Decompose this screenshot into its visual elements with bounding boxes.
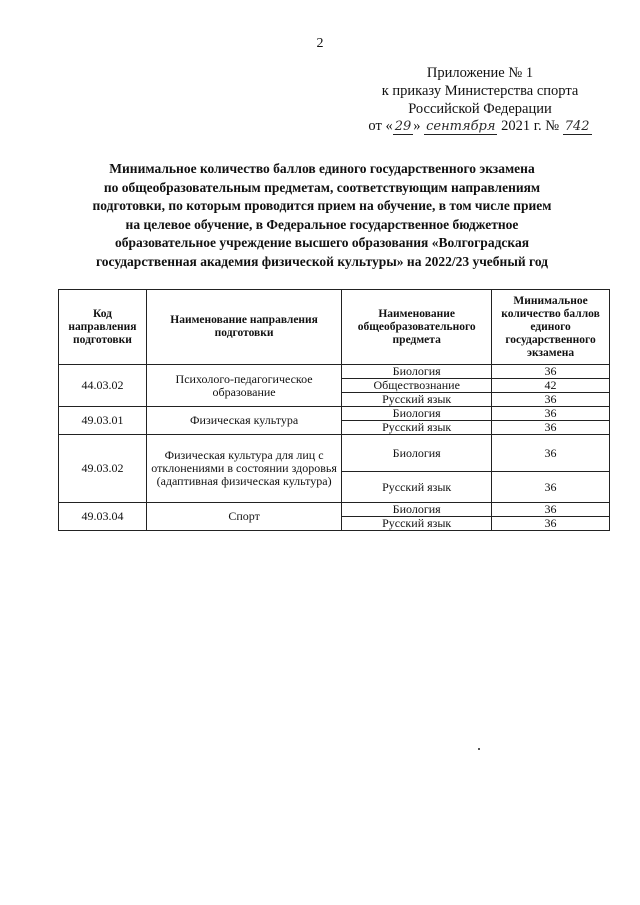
title-line: Минимальное количество баллов единого государственного экзамена [109,161,535,176]
score-cell: 36 [492,517,610,531]
table-row [59,365,610,379]
document-title [70,160,574,272]
direction-cell: Физическая культура для лиц с отклонениями в состоянии здоровья (адаптивная физическая культура) [146,435,341,503]
title-line: на целевое обучение, в Федеральное государственное бюджетное [125,216,519,232]
subject-cell: Русский язык [342,472,492,503]
annex-title: Приложение № 1 [426,65,534,81]
code-cell: 44.03.02 [59,365,147,407]
subject-cell: Биология [342,407,492,421]
table-row [59,435,610,472]
subject-cell: Биология [342,365,492,379]
subject-cell: Русский язык [342,517,492,531]
score-cell: 36 [492,472,610,503]
subject-cell: Биология [342,435,492,472]
code-cell: 49.03.01 [59,407,147,435]
scan-speck [478,748,480,750]
header-min-score: Минимальное количество баллов единого государственного экзамена [492,290,610,365]
header-direction: Наименование направления подготовки [146,290,341,365]
header-subject: Наименование общеобразовательного предмета [342,290,492,365]
code-cell: 49.03.02 [59,435,147,503]
annex-order-line: к приказу Министерства спорта [381,83,579,99]
title-line: подготовки, по которым проводится прием на обучение, в том числе прием [92,198,552,214]
score-cell: 36 [492,393,610,407]
direction-cell: Спорт [146,503,341,531]
date-prefix: от « [368,118,393,134]
score-cell: 36 [492,407,610,421]
title-line: образовательное учреждение высшего образования «Волгоградская [114,235,530,251]
page-number: 2 [316,36,324,51]
title-line: по общеобразовательным предметам, соответствующим направлениям [103,179,541,195]
direction-cell: Физическая культура [146,407,341,435]
table-row [59,503,610,517]
order-date-line: от « 29 » сентября 2021 г. № 742 [368,118,590,134]
score-cell: 36 [492,365,610,379]
handwritten-order-number: 742 [564,119,590,134]
handwritten-day: 29 [394,119,412,134]
score-cell: 36 [492,503,610,517]
table-row [59,407,610,421]
scores-table [58,289,610,531]
subject-cell: Биология [342,503,492,517]
table-header-row [59,290,610,365]
title-line: государственная академия физической культуры» на 2022/23 учебный год [95,253,549,269]
subject-cell: Обществознание [342,379,492,393]
subject-cell: Русский язык [342,393,492,407]
code-cell: 49.03.04 [59,503,147,531]
subject-cell: Русский язык [342,421,492,435]
header-code: Код направления подготовки [59,290,147,365]
score-cell: 42 [492,379,610,393]
score-cell: 36 [492,421,610,435]
direction-cell: Психолого-педагогическое образование [146,365,341,407]
handwritten-month: сентября [426,119,496,134]
score-cell: 36 [492,435,610,472]
annex-ministry-line: Российской Федерации [408,101,552,117]
annex-header [330,64,630,118]
year-text: 2021 г. № [501,118,560,134]
